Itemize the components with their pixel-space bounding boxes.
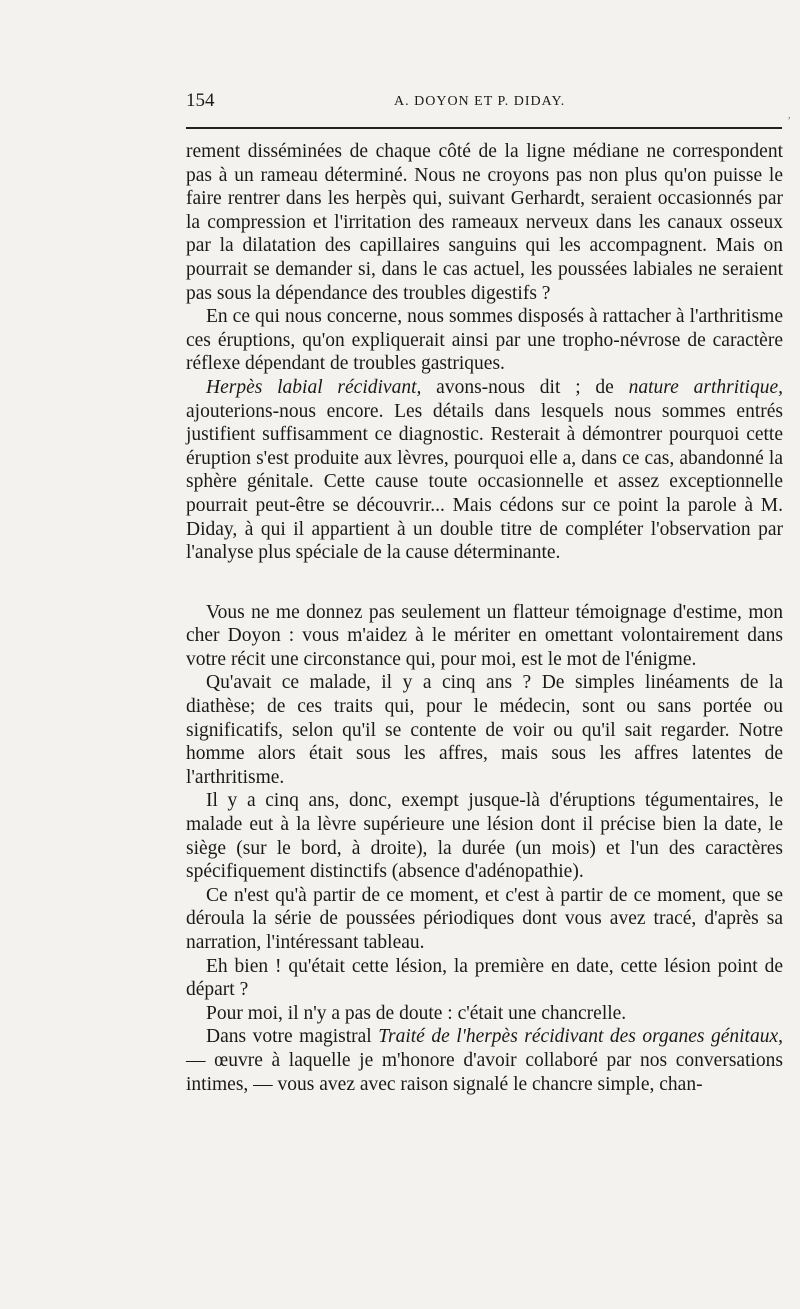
italic-text: Traité de l'herpès récidivant des organes génitaux xyxy=(378,1026,779,1048)
paragraph xyxy=(186,955,783,1002)
page-header xyxy=(186,88,782,118)
text-segment: Il y a cinq ans, donc, exempt jusque-là d'éruptions tégumentaires, le malade eut à la lèvre supérieure une lésion dont il précise bien la date, le siège (sur le bord, à droite), la durée (un mois) et l'un des caractères spécifiquement distinctifs (absence d'adénopathie). xyxy=(186,790,783,883)
paragraph xyxy=(186,1025,783,1096)
text-segment: Ce n'est qu'à partir de ce moment, et c'est à partir de ce moment, que se déroula la série de poussées périodiques dont vous avez tracé, d'après sa narration, l'intéressant tableau. xyxy=(186,884,783,953)
text-segment: avons-nous dit ; de xyxy=(421,376,629,398)
paragraph xyxy=(186,305,783,376)
paragraph xyxy=(186,884,783,955)
text-segment: Qu'avait ce malade, il y a cinq ans ? De simples linéaments de la diathèse; de ces traits qui, pour le médecin, sont ou sans portée ou significatifs, selon qu'il se contente de voir ou qu'il sait regarder. Notre homme alors était sous les affres, mais sous les affres latentes de l'arthritisme. xyxy=(186,672,783,788)
paragraph xyxy=(186,601,783,672)
paragraph xyxy=(186,1002,783,1026)
italic-text: nature arthritique, xyxy=(628,376,783,398)
text-segment: ajouterions-nous encore. Les détails dans lesquels nous sommes entrés justifient suffisamment ce diagnostic. Resterait à démontrer pourquoi cette éruption s'est produite aux lèvres, pourquoi elle a, dans ce cas, abandonné la sphère génitale. Cette cause toute occasionnelle et assez exceptionnelle pourrait peut-être se découvrir... Mais cédons sur ce point la parole à M. Diday, à qui il appartient à un double titre de compléter l'observation par l'analyse plus spéciale de la cause déterminante. xyxy=(186,400,783,564)
section-gap xyxy=(186,565,783,601)
body-text xyxy=(186,140,783,1096)
text-segment: En ce qui nous concerne, nous sommes disposés à rattacher à l'arthritisme ces éruptions, qu'on expliquerait ainsi par une tropho-névrose de caractère réflexe dépendant de troubles gastriques. xyxy=(186,306,783,375)
running-head: A. DOYON ET P. DIDAY. xyxy=(394,94,566,109)
text-segment: ,— œuvre à laquelle je m'honore d'avoir collaboré par nos conversations intimes, — vous avez avec raison signalé le chancre simple, chan- xyxy=(186,1026,783,1095)
margin-mark: , xyxy=(788,110,791,121)
text-segment: Pour moi, il n'y a pas de doute : c'était une chancrelle. xyxy=(206,1002,627,1024)
paragraph xyxy=(186,140,783,305)
section-observation xyxy=(186,140,783,565)
paragraph xyxy=(186,671,783,789)
paragraph xyxy=(186,376,783,565)
italic-text: Herpès labial récidivant, xyxy=(206,376,422,398)
section-diday-letter xyxy=(186,601,783,1096)
paragraph xyxy=(186,789,783,883)
text-segment: rement disséminées de chaque côté de la ligne médiane ne correspondent pas à un rameau déterminé. Nous ne croyons pas non plus qu'on puisse le faire rentrer dans les herpès qui, suivant Gerhardt, seraient occasionnés par la compression et l'irritation des rameaux nerveux dans les canaux osseux par la dilatation des capillaires sanguins qui les accompagnent. Mais on pourrait se demander si, dans le cas actuel, les poussées labiales ne seraient pas sous la dépendance des troubles digestifs ? xyxy=(186,141,783,304)
text-segment: Vous ne me donnez pas seulement un flatteur témoignage d'estime, mon cher Doyon : vous m'aidez à le mériter en omettant volontairement dans votre récit une circonstance qui, pour moi, est le mot de l'énigme. xyxy=(186,601,783,670)
text-segment: Dans votre magistral xyxy=(206,1026,379,1048)
text-segment: Eh bien ! qu'était cette lésion, la première en date, cette lésion point de départ ? xyxy=(186,955,783,1001)
page-number: 154 xyxy=(186,90,215,111)
header-rule xyxy=(186,127,782,129)
